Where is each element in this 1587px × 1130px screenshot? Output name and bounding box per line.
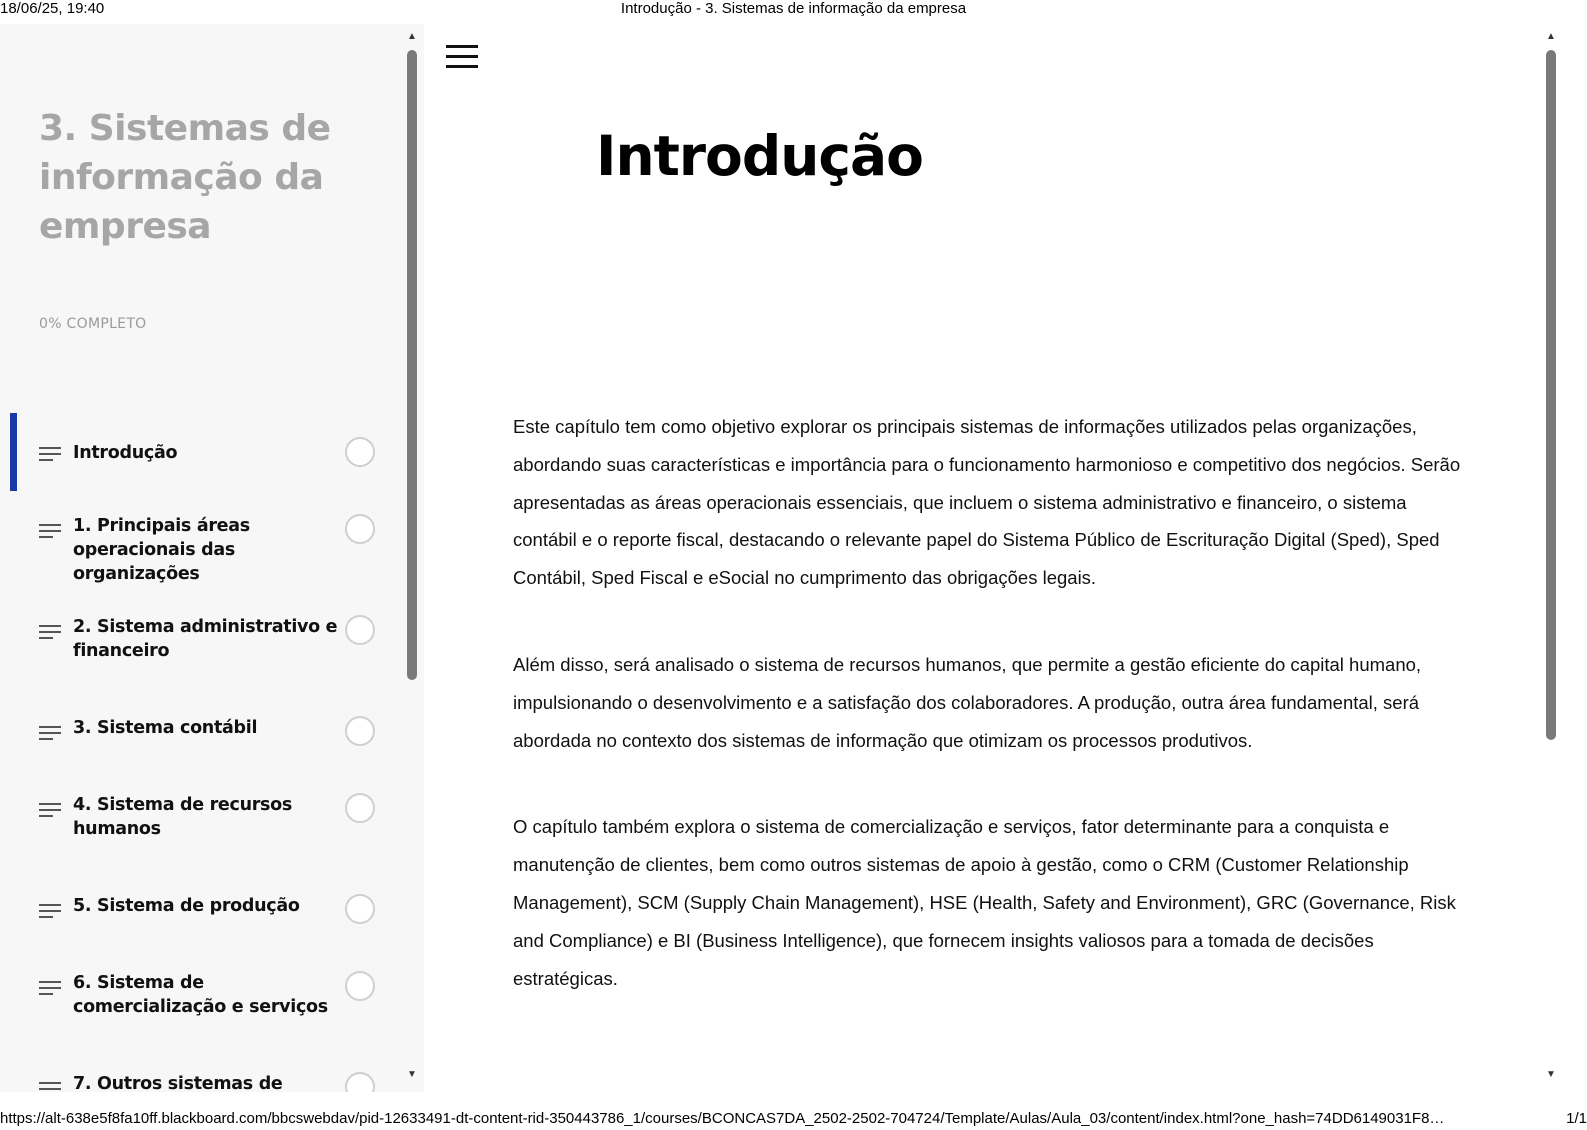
sidebar-scroll-thumb[interactable] [407, 50, 417, 680]
lines-icon [39, 523, 61, 539]
empty-circle-icon [345, 971, 375, 1001]
progress-label: 0% COMPLETO [39, 316, 147, 332]
main-scrollbar[interactable] [1543, 24, 1559, 1092]
paragraph: Este capítulo tem como objetivo explorar os principais sistemas de informações utilizados pelas organizações, abordando suas características e importância para o funcionamento harmonioso e competitivo dos negócios. Serão apresentadas as áreas operacionais essenciais, que incluem o sistema administrativo e financeiro, o sistema contábil e o reporte fiscal, destacando o relevante papel do Sistema Público de Escrituração Digital (Sped), Sped Contábil, Sped Fiscal e eSocial no cumprimento das obrigações legais. [513, 416, 1461, 589]
print-url: https://alt-638e5f8fa10ff.blackboard.com/bbcswebdav/pid-12633491-dt-content-rid-350443786_1/courses/BCONCAS7DA_2502-2502-704724/Template/Aulas/Aula_03/content/index.html?one_hash=74DD6149031F8… [0, 1110, 1445, 1127]
sidebar-item-label: 2. Sistema administrativo e financeiro [73, 617, 338, 661]
lines-icon [39, 446, 61, 462]
active-indicator [10, 413, 17, 491]
empty-circle-icon [345, 1072, 375, 1092]
paragraph: Além disso, será analisado o sistema de recursos humanos, que permite a gestão eficiente do capital humano, impulsionando o desenvolvimento e a satisfação dos colaboradores. A produção, outra área fundamental, será abordada no contexto dos sistemas de informação que otimizam os processos produtivos. [513, 653, 1422, 751]
print-header [0, 0, 1587, 22]
main-scroll-thumb[interactable] [1546, 50, 1556, 740]
lines-icon [39, 802, 61, 818]
empty-circle-icon [345, 894, 375, 924]
empty-circle-icon [345, 716, 375, 746]
lines-icon [39, 980, 61, 996]
scroll-up-arrow-icon[interactable]: ▲ [407, 31, 417, 42]
scroll-down-arrow-icon[interactable]: ▼ [407, 1069, 417, 1080]
sidebar-item-label: 4. Sistema de recursos humanos [73, 795, 293, 839]
paragraph: O capítulo também explora o sistema de comercialização e serviços, fator determinante para a conquista e manutenção de clientes, bem como outros sistemas de apoio à gestão, como o CRM (Customer Relationship Management), SCM (Supply Chain Management), HSE (Health, Safety and Environment), GRC (Governance, Risk and Compliance) e BI (Business Intelligence), que fornecem insights valiosos para a tomada de decisões estratégicas. [513, 816, 1456, 989]
sidebar [0, 24, 424, 1092]
print-datetime: 18/06/25, 19:40 [0, 0, 105, 17]
lines-icon [39, 725, 61, 741]
sidebar-item-label: 6. Sistema de comercialização e serviços [73, 973, 328, 1017]
sidebar-item-label: Introdução [73, 443, 178, 463]
hamburger-menu-icon[interactable] [446, 44, 478, 70]
sidebar-scrollbar[interactable] [404, 24, 420, 1092]
lines-icon [39, 1081, 61, 1092]
course-title: 3. Sistemas de informação da empresa [39, 108, 331, 247]
empty-circle-icon [345, 793, 375, 823]
main-content [424, 24, 1587, 1092]
empty-circle-icon [345, 615, 375, 645]
print-document-title: Introdução - 3. Sistemas de informação da empresa [620, 0, 967, 17]
lines-icon [39, 624, 61, 640]
empty-circle-icon [345, 437, 375, 467]
empty-circle-icon [345, 514, 375, 544]
sidebar-item-label: 7. Outros sistemas de [73, 1074, 283, 1092]
lesson-body [513, 408, 1463, 1046]
sidebar-item-label: 1. Principais áreas operacionais das organizações [73, 516, 250, 584]
page-title: Introdução [596, 124, 923, 188]
print-footer [0, 1110, 1587, 1130]
sidebar-item-label: 5. Sistema de produção [73, 896, 300, 916]
sidebar-item-label: 3. Sistema contábil [73, 718, 258, 738]
scroll-down-arrow-icon[interactable]: ▼ [1546, 1069, 1556, 1080]
lines-icon [39, 903, 61, 919]
scroll-up-arrow-icon[interactable]: ▲ [1546, 31, 1556, 42]
print-page-count: 1/1 [1566, 1110, 1587, 1127]
